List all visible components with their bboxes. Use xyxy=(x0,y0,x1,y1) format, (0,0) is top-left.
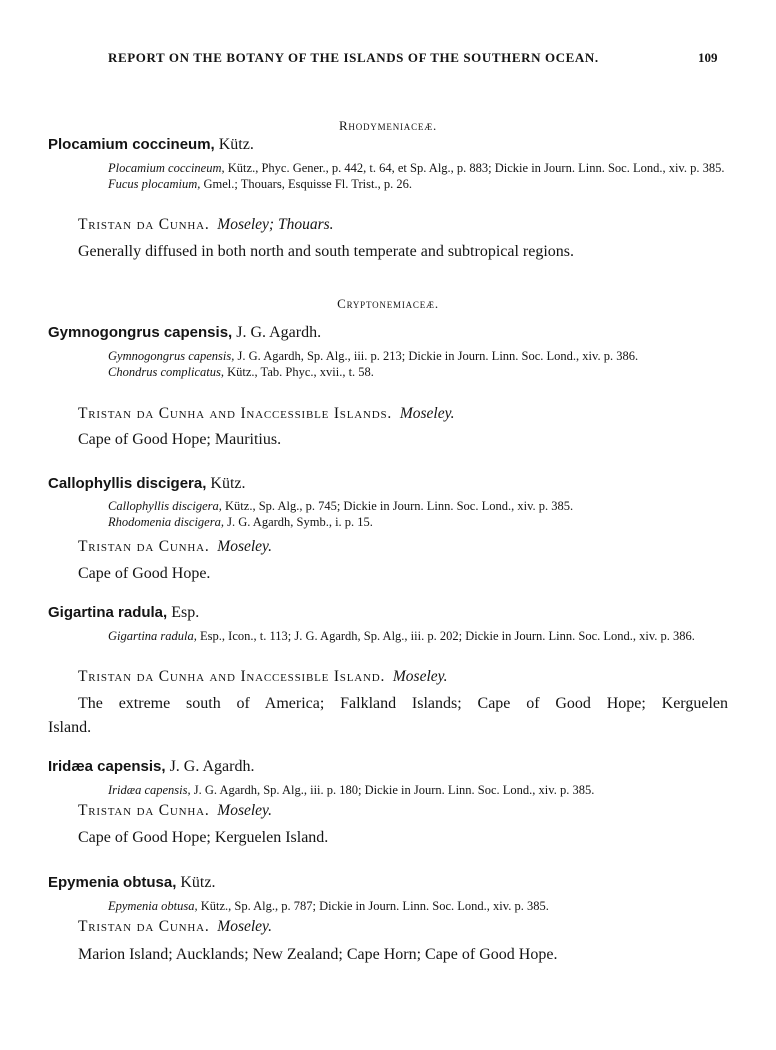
distribution: Cape of Good Hope; Mauritius. xyxy=(78,431,282,448)
locality-place: Tristan da Cunha and Inaccessible Island. xyxy=(78,668,386,685)
locality-collector: Moseley. xyxy=(217,918,272,935)
reference-taxon: Rhodomenia discigera, xyxy=(108,515,224,529)
reference xyxy=(108,898,728,914)
species-name: Gigartina radula, xyxy=(48,604,168,621)
species-heading xyxy=(48,604,199,622)
species-heading xyxy=(48,136,254,154)
reference xyxy=(108,160,728,176)
reference-text: J. G. Agardh, Symb., i. p. 15. xyxy=(223,515,373,529)
species-name: Epymenia obtusa, xyxy=(48,874,177,891)
species-author: Kütz. xyxy=(180,874,216,891)
synonymy xyxy=(108,160,728,192)
distribution: Cape of Good Hope; Kerguelen Island. xyxy=(78,829,329,846)
synonymy xyxy=(108,782,728,798)
reference-text: J. G. Agardh, Sp. Alg., iii. p. 180; Dickie in Journ. Linn. Soc. Lond., xiv. p. 385. xyxy=(190,783,595,797)
distribution-line: The extreme south of America; Falkland Islands; Cape of Good Hope; Kerguelen xyxy=(78,695,728,712)
reference-taxon: Iridæa capensis, xyxy=(108,783,191,797)
reference xyxy=(108,782,728,798)
species-heading xyxy=(48,475,246,493)
distribution: Marion Island; Aucklands; New Zealand; Cape Horn; Cape of Good Hope. xyxy=(78,946,558,963)
locality-place: Tristan da Cunha. xyxy=(78,802,210,819)
synonymy xyxy=(108,498,728,530)
reference-text: Gmel.; Thouars, Esquisse Fl. Trist., p. 26. xyxy=(200,177,412,191)
reference xyxy=(108,498,728,514)
reference-taxon: Gigartina radula, xyxy=(108,629,197,643)
locality xyxy=(78,405,454,423)
distribution: Cape of Good Hope. xyxy=(78,565,211,582)
locality-collector: Moseley. xyxy=(399,405,455,422)
species-name: Callophyllis discigera, xyxy=(48,475,207,492)
locality-collector: Moseley. xyxy=(392,668,448,685)
running-head: REPORT ON THE BOTANY OF THE ISLANDS OF THE SOUTHERN OCEAN. xyxy=(108,50,599,65)
locality-collector: Moseley; Thouars. xyxy=(217,216,334,233)
locality xyxy=(78,216,334,234)
reference-text: J. G. Agardh, Sp. Alg., iii. p. 213; Dickie in Journ. Linn. Soc. Lond., xiv. p. 386. xyxy=(234,349,639,363)
species-heading xyxy=(48,324,321,342)
locality xyxy=(78,538,272,556)
locality-place: Tristan da Cunha and Inaccessible Islands. xyxy=(78,405,393,422)
locality-place: Tristan da Cunha. xyxy=(78,918,210,935)
family-heading: Cryptonemiaceæ. xyxy=(337,296,439,311)
locality xyxy=(78,668,448,686)
reference-text: Kütz., Phyc. Gener., p. 442, t. 64, et Sp. Alg., p. 883; Dickie in Journ. Linn. Soc. Lond., xiv. p. 385. xyxy=(224,161,725,175)
locality xyxy=(78,802,272,820)
reference xyxy=(108,176,728,192)
species-heading xyxy=(48,758,254,776)
locality xyxy=(78,918,272,936)
species-author: J. G. Agardh. xyxy=(236,324,322,341)
species-author: J. G. Agardh. xyxy=(169,758,255,775)
reference-taxon: Plocamium coccineum, xyxy=(108,161,225,175)
species-name: Plocamium coccineum, xyxy=(48,136,215,153)
family-heading: Rhodymeniaceæ. xyxy=(338,118,438,133)
synonymy xyxy=(108,348,728,380)
species-name: Gymnogongrus capensis, xyxy=(48,324,233,341)
reference xyxy=(108,348,728,364)
reference-taxon: Epymenia obtusa, xyxy=(108,899,198,913)
species-author: Kütz. xyxy=(210,475,246,492)
distribution-continuation: Island. xyxy=(48,719,92,736)
reference-taxon: Callophyllis discigera, xyxy=(108,499,222,513)
species-author: Esp. xyxy=(171,604,200,621)
reference xyxy=(108,628,728,644)
locality-collector: Moseley. xyxy=(217,802,272,819)
species-heading xyxy=(48,874,215,892)
distribution xyxy=(78,692,728,716)
locality-place: Tristan da Cunha. xyxy=(78,216,210,233)
reference xyxy=(108,514,728,530)
synonymy xyxy=(108,628,728,644)
locality-collector: Moseley. xyxy=(217,538,272,555)
synonymy xyxy=(108,898,728,914)
distribution: Generally diffused in both north and south temperate and subtropical regions. xyxy=(78,243,575,260)
reference-taxon: Chondrus complicatus, xyxy=(108,365,224,379)
reference-text: Kütz., Sp. Alg., p. 745; Dickie in Journ. Linn. Soc. Lond., xiv. p. 385. xyxy=(221,499,574,513)
reference-text: Esp., Icon., t. 113; J. G. Agardh, Sp. Alg., iii. p. 202; Dickie in Journ. Linn. Soc. Lond., xiv. p. 386. xyxy=(196,629,695,643)
reference-text: Kütz., Tab. Phyc., xvii., t. 58. xyxy=(223,365,374,379)
locality-place: Tristan da Cunha. xyxy=(78,538,210,555)
reference-taxon: Gymnogongrus capensis, xyxy=(108,349,235,363)
reference xyxy=(108,364,728,380)
reference-taxon: Fucus plocamium, xyxy=(108,177,201,191)
page-number: 109 xyxy=(698,50,718,65)
species-name: Iridæa capensis, xyxy=(48,758,166,775)
reference-text: Kütz., Sp. Alg., p. 787; Dickie in Journ. Linn. Soc. Lond., xiv. p. 385. xyxy=(197,899,549,913)
species-author: Kütz. xyxy=(218,136,254,153)
